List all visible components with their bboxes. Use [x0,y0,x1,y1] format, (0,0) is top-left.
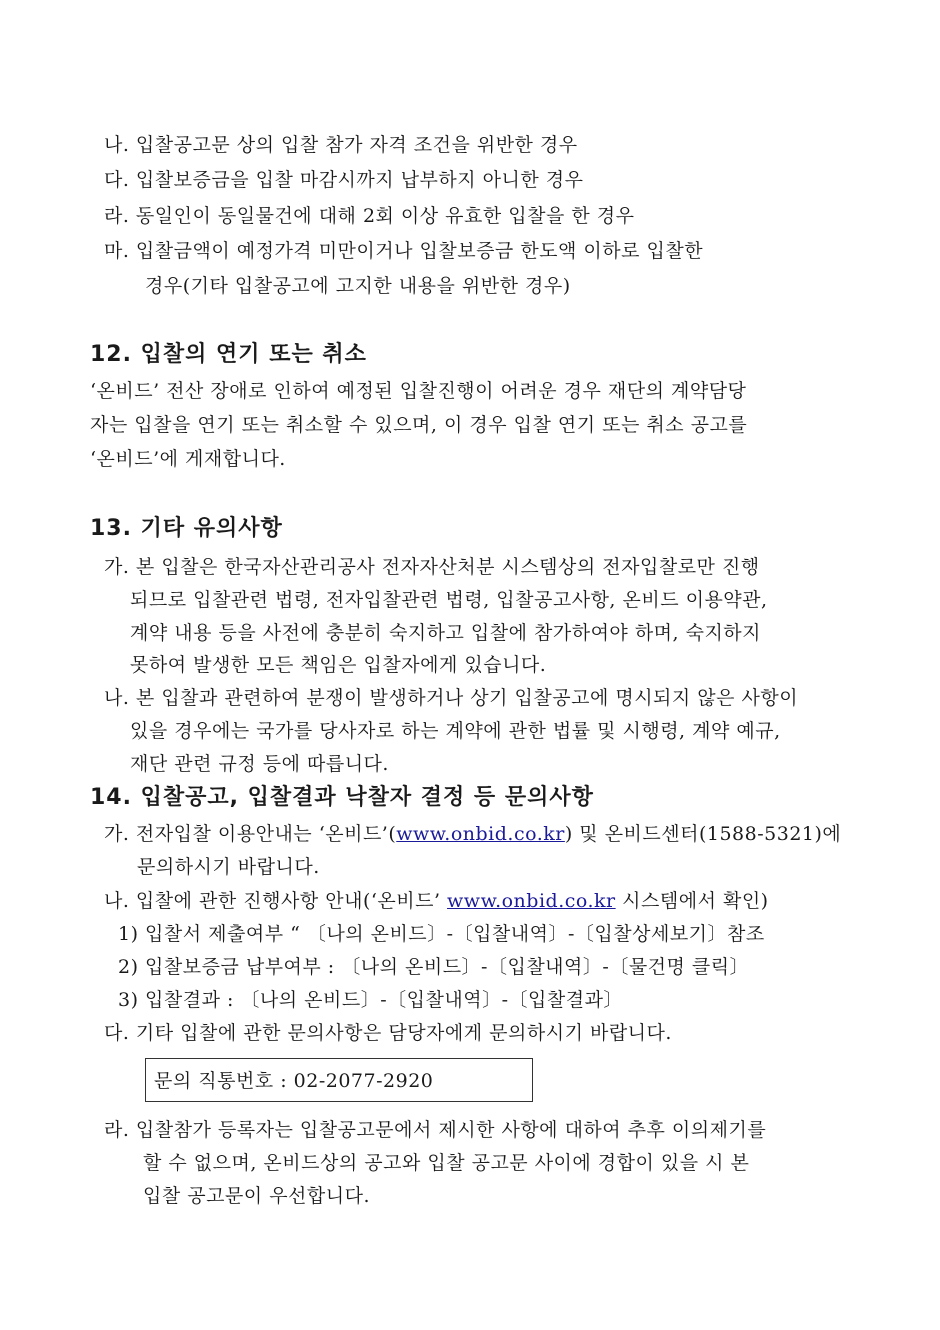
list-item-ga-cont: 계약 내용 등을 사전에 충분히 숙지하고 입찰에 참가하여야 하며, 숙지하지 [130,622,762,644]
list-item-ga: 가. 본 입찰은 한국자산관리공사 전자자산처분 시스템상의 전자입찰로만 진행 [104,556,760,578]
sub-item-3: 3) 입찰결과 : 〔나의 온비드〕-〔입찰내역〕-〔입찰결과〕 [118,989,623,1011]
list-item-da: 다. 기타 입찰에 관한 문의사항은 담당자에게 문의하시기 바랍니다. [104,1022,672,1044]
list-item-na: 나. 본 입찰과 관련하여 분쟁이 발생하거나 상기 입찰공고에 명시되지 않은 사항이 [104,687,799,709]
list-item-ga-text: ) 및 온비드센터(1588-5321)에 [564,823,842,845]
list-item-ra: 라. 입찰참가 등록자는 입찰공고문에서 제시한 사항에 대하여 추후 이의제기를 [104,1119,767,1141]
list-item-ga-cont: 문의하시기 바랍니다. [137,856,320,878]
list-item-ga-cont: 되므로 입찰관련 법령, 전자입찰관련 법령, 입찰공고사항, 온비드 이용약관, [130,589,768,611]
list-item-na-cont: 있을 경우에는 국가를 당사자로 하는 계약에 관한 법률 및 시행령, 계약 예규, [130,720,781,742]
list-item-ga-text: 가. 전자입찰 이용안내는 ‘온비드’( [104,823,397,845]
list-item-ra-cont: 입찰 공고문이 우선합니다. [143,1185,371,1207]
list-item-ga-cont: 못하여 발생한 모든 책임은 입찰자에게 있습니다. [130,654,547,676]
onbid-link[interactable]: www.onbid.co.kr [396,823,565,845]
list-item-ra: 라. 동일인이 동일물건에 대해 2회 이상 유효한 입찰을 한 경우 [104,205,635,227]
list-item-ga [104,821,841,847]
list-item-na-cont: 재단 관련 규정 등에 따릅니다. [130,753,389,775]
onbid-link[interactable]: www.onbid.co.kr [447,890,616,912]
list-item-ra-cont: 할 수 없으며, 온비드상의 공고와 입찰 공고문 사이에 경합이 있을 시 본 [143,1152,750,1174]
section-14-heading: 14. 입찰공고, 입찰결과 낙찰자 결정 등 문의사항 [90,785,594,810]
list-item-na: 나. 입찰공고문 상의 입찰 참가 자격 조건을 위반한 경우 [104,134,578,156]
sub-item-1: 1) 입찰서 제출여부 “ 〔나의 온비드〕-〔입찰내역〕-〔입찰상세보기〕참조 [118,923,765,945]
list-item-na-text: 나. 입찰에 관한 진행사항 안내(‘온비드’ [104,890,448,912]
list-item-na-text: 시스템에서 확인) [615,890,769,912]
section-13-heading: 13. 기타 유의사항 [90,516,283,541]
section-12-body-line: ‘온비드’ 전산 장애로 인하여 예정된 입찰진행이 어려운 경우 재단의 계약담당 [90,380,747,402]
list-item-na [104,888,769,914]
list-item-ma: 마. 입찰금액이 예정가격 미만이거나 입찰보증금 한도액 이하로 입찰한 [104,240,704,262]
sub-item-2: 2) 입찰보증금 납부여부 : 〔나의 온비드〕-〔입찰내역〕-〔물건명 클릭〕 [118,956,750,978]
contact-phone-box [145,1058,533,1102]
list-item-ma-cont: 경우(기타 입찰공고에 고지한 내용을 위반한 경우) [145,275,571,297]
section-12-body-line: ‘온비드’에 게재합니다. [90,448,286,470]
contact-phone-text: 문의 직통번호 : 02-2077-2920 [154,1070,434,1092]
section-12-heading: 12. 입찰의 연기 또는 취소 [90,342,367,367]
section-12-body-line: 자는 입찰을 연기 또는 취소할 수 있으며, 이 경우 입찰 연기 또는 취소 공고를 [90,414,748,436]
list-item-da: 다. 입찰보증금을 입찰 마감시까지 납부하지 아니한 경우 [104,169,584,191]
